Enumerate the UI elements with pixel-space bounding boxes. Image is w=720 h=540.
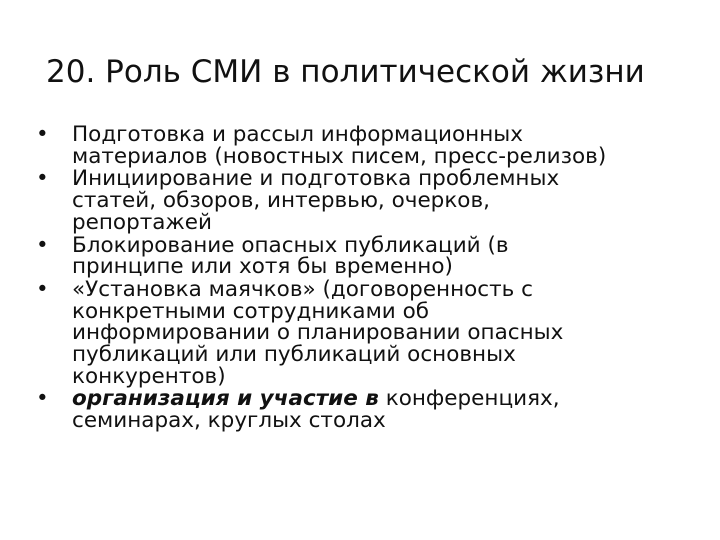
bullet-line: информировании о планировании опасных [72, 320, 564, 346]
emphasis-text: организация и участие в [72, 386, 379, 412]
bullet-icon: • [36, 276, 49, 302]
bullet-icon: • [36, 122, 49, 147]
bullet-list [36, 124, 696, 433]
bullet-icon: • [36, 232, 49, 258]
bullet-item [36, 168, 696, 233]
bullet-icon: • [36, 166, 49, 192]
bullet-line: семинарах, круглых столах [72, 408, 386, 434]
bullet-line-text: конференциях, [378, 386, 560, 412]
bullet-item [36, 232, 696, 280]
bullet-line: конкретными сотрудниками об [72, 298, 430, 324]
bullet-line: публикаций или публикаций основных [72, 342, 516, 368]
bullet-line: «Установка маячков» (договоренность с [72, 276, 533, 302]
bullet-line [72, 388, 696, 410]
bullet-icon: • [36, 386, 49, 412]
bullet-item [36, 386, 696, 434]
bullet-line: Подготовка и рассыл информационных [72, 122, 523, 147]
bullet-line: конкурентов) [72, 363, 226, 389]
bullet-line: материалов (новостных писем, пресс-релизов) [72, 143, 607, 169]
bullet-line: Инициирование и подготовка проблемных [72, 166, 560, 192]
bullet-line: Блокирование опасных публикаций (в [72, 232, 509, 258]
bullet-line: статей, обзоров, интервью, очерков, [72, 188, 490, 214]
bullet-line: репортажей [72, 209, 213, 235]
slide-title: 20. Роль СМИ в политической жизни [46, 54, 645, 90]
bullet-item [36, 276, 696, 389]
bullet-item [36, 124, 696, 167]
bullet-line: принципе или хотя бы временно) [72, 254, 453, 280]
